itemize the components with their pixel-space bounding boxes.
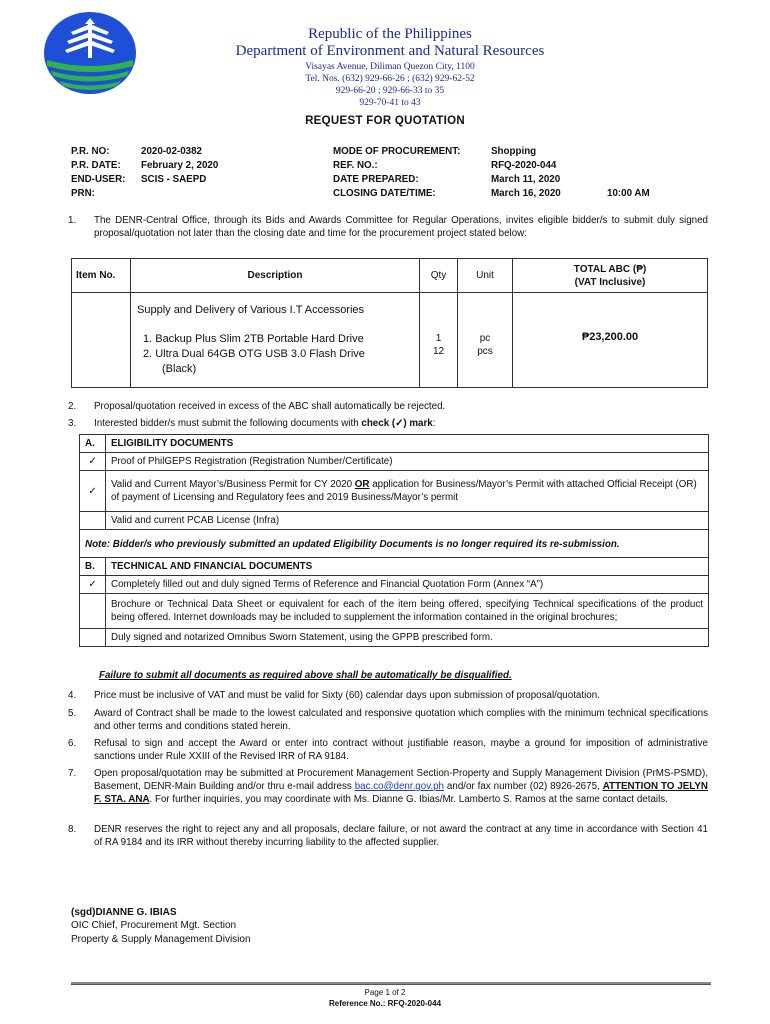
- table-row: [80, 594, 709, 629]
- section-letter: B.: [80, 558, 106, 576]
- instruction-text: Price must be inclusive of VAT and must be valid for Sixty (60) calendar days upon submission of proposal/quotation.: [94, 690, 600, 701]
- footer-divider: [71, 982, 711, 985]
- qty-2: 12: [432, 346, 445, 357]
- instruction-7: [68, 767, 708, 806]
- signatory-title-2: Property & Supply Management Division: [71, 934, 251, 945]
- project-name: Supply and Delivery of Various I.T Accessories: [137, 304, 365, 316]
- column-qty: Qty: [420, 259, 458, 293]
- document-requirement: Valid and current PCAB License (Infra): [106, 512, 709, 530]
- instruction-number: 4.: [68, 690, 77, 701]
- pr-date-value: February 2, 2020: [141, 160, 219, 171]
- instruction-text: Open proposal/quotation may be submitted at Procurement Management Section-Property and Supply Management Division (PrMS-PSMD), Basement, DENR-Main Building and/or thru e-mail address: [94, 768, 708, 792]
- pr-no-label: P.R. NO:: [71, 146, 110, 157]
- instruction-number: 5.: [68, 708, 77, 719]
- failure-notice: Failure to submit all documents as required above shall be automatically be disqualified.: [99, 670, 512, 681]
- table-row: [80, 471, 709, 512]
- footer-reference: Reference No.: RFQ-2020-044: [328, 999, 442, 1008]
- abc-heading: TOTAL ABC (₱): [573, 263, 647, 275]
- instruction-text: Refusal to sign and accept the Award or enter into contract without justifiable reason, maybe a ground for imposition of administrative sanctions under Rule XXIII of the Revised IRR of RA 9184.: [94, 738, 708, 762]
- ref-value: RFQ-2020-044: [491, 160, 557, 171]
- section-title: TECHNICAL AND FINANCIAL DOCUMENTS: [106, 558, 709, 576]
- column-unit: Unit: [458, 259, 513, 293]
- meta-labels-left: [71, 145, 125, 201]
- ref-label: REF. NO.:: [333, 160, 378, 171]
- instruction-number: 8.: [68, 824, 77, 835]
- bac-email-link[interactable]: bac.co@denr.gov.ph: [354, 781, 444, 792]
- item-no-cell: [72, 293, 131, 388]
- closing-label: CLOSING DATE/TIME:: [333, 188, 436, 199]
- abc-subheading: (VAT Inclusive): [574, 276, 646, 288]
- items-table: [71, 258, 708, 388]
- unit-2: pcs: [477, 346, 493, 357]
- check-icon: ✓: [80, 453, 106, 471]
- check-cell-empty: [80, 512, 106, 530]
- section-a-header: [80, 435, 709, 453]
- instruction-number: 7.: [68, 768, 77, 779]
- instruction-text: Award of Contract shall be made to the lowest calculated and responsive quotation which complies with the minimum technical specifications and other terms and conditions stated herein.: [94, 708, 708, 732]
- column-description: Description: [131, 259, 420, 293]
- instruction-2: [68, 400, 708, 413]
- section-letter: A.: [80, 435, 106, 453]
- section-title: ELIGIBILITY DOCUMENTS: [106, 435, 709, 453]
- check-mark-phrase: check (✓) mark: [361, 418, 433, 429]
- check-icon: ✓: [80, 471, 106, 512]
- document-requirement: Proof of PhilGEPS Registration (Registration Number/Certificate): [106, 453, 709, 471]
- section-b-header: [80, 558, 709, 576]
- note-row: [80, 530, 709, 558]
- signatory-title-1: OIC Chief, Procurement Mgt. Section: [71, 920, 237, 931]
- unit-cell: [458, 293, 513, 388]
- item-line-1: 1. Backup Plus Slim 2TB Portable Hard Drive: [143, 333, 364, 345]
- requirement-text: Valid and Current Mayor’s/Business Permit for CY 2020: [111, 479, 355, 490]
- document-requirement: Duly signed and notarized Omnibus Sworn Statement, using the GPPB prescribed form.: [106, 629, 709, 647]
- instruction-text: Interested bidder/s must submit the following documents with: [94, 418, 362, 429]
- table-row: [72, 293, 708, 388]
- attention-contact: ATTENTION TO JELYN F. STA. ANA: [94, 781, 708, 805]
- end-user-value: SCIS - SAEPD: [141, 174, 207, 185]
- document-requirement: [106, 471, 709, 512]
- eligibility-note: Note: Bidder/s who previously submitted an updated Eligibility Documents is no longer required its re-submission.: [80, 530, 709, 558]
- check-cell-empty: [80, 594, 106, 629]
- item-line-2-detail: (Black): [162, 363, 197, 375]
- check-icon: ✓: [80, 576, 106, 594]
- meta-labels-right: [333, 145, 460, 201]
- republic-heading: Republic of the Philippines: [308, 26, 472, 42]
- documents-table: [79, 434, 709, 647]
- instruction-5: [68, 707, 708, 733]
- instruction-number: 2.: [68, 401, 77, 412]
- table-row: [80, 576, 709, 594]
- instruction-3: [68, 417, 708, 430]
- instruction-text: DENR reserves the right to reject any and all proposals, declare failure, or not award the contract at any time in accordance with Section 41 of RA 9184 and its IRR without thereby incurring liability to the affected supplier.: [94, 824, 708, 848]
- page-number: Page 1 of 2: [364, 988, 406, 997]
- prn-label: PRN:: [71, 188, 95, 199]
- or-emphasis: OR: [354, 479, 370, 490]
- mode-value: Shopping: [491, 146, 537, 157]
- instruction-1: [68, 214, 708, 240]
- table-row: [80, 512, 709, 530]
- instruction-text-end: . For further inquiries, you may coordinate with Ms. Dianne G. Ibias/Mr. Lamberto S. Ramos at the same contact details.: [149, 794, 668, 805]
- document-title: REQUEST FOR QUOTATION: [305, 115, 465, 127]
- instruction-text: The DENR-Central Office, through its Bids and Awards Committee for Regular Operations, invites eligible bidder/s to submit duly signed proposal/quotation not later than the closing date and time for the procurement project stated below:: [94, 215, 708, 239]
- item-line-2: 2. Ultra Dual 64GB OTG USB 3.0 Flash Drive: [143, 348, 365, 360]
- meta-values-right: [491, 145, 561, 201]
- instruction-text-end: :: [432, 418, 436, 429]
- qty-cell: [420, 293, 458, 388]
- closing-time-value: 10:00 AM: [607, 188, 650, 199]
- instruction-4: [68, 689, 708, 702]
- mode-label: MODE OF PROCUREMENT:: [333, 146, 461, 157]
- column-item-no: Item No.: [72, 259, 131, 293]
- qty-1: 1: [435, 333, 442, 344]
- check-cell-empty: [80, 629, 106, 647]
- description-cell: [131, 293, 420, 388]
- instruction-6: [68, 737, 708, 763]
- denr-logo: [41, 10, 139, 96]
- instruction-number: 1.: [68, 215, 77, 226]
- instruction-8: [68, 823, 708, 849]
- signatory-name: (sgd)DIANNE G. IBIAS: [71, 907, 177, 918]
- instruction-text-fax: and/or fax number (02) 8926-2675,: [444, 781, 603, 792]
- telephone-line-2: 929-66-20 ; 929-66-33 to 35: [335, 86, 445, 96]
- instruction-text: Proposal/quotation received in excess of the ABC shall automatically be rejected.: [94, 401, 446, 412]
- telephone-line-3: 929-70-41 to 43: [359, 98, 421, 108]
- instruction-number: 6.: [68, 738, 77, 749]
- column-total-abc: [513, 259, 708, 293]
- table-row: [80, 629, 709, 647]
- abc-value-cell: ₱23,200.00: [513, 293, 708, 388]
- document-requirement: Completely filled out and duly signed Terms of Reference and Financial Quotation Form (Annex “A”): [106, 576, 709, 594]
- date-prepared-value: March 11, 2020: [491, 174, 561, 185]
- telephone-line-1: Tel. Nos. (632) 929-66-26 ; (632) 929-62-52: [305, 74, 475, 84]
- pr-date-label: P.R. DATE:: [71, 160, 121, 171]
- unit-1: pc: [479, 333, 491, 344]
- pr-no-value: 2020-02-0382: [141, 146, 203, 157]
- items-table-header: [72, 259, 708, 293]
- end-user-label: END-USER:: [71, 174, 126, 185]
- table-row: [80, 453, 709, 471]
- document-requirement: Brochure or Technical Data Sheet or equivalent for each of the item being offered, specifying Technical specifications of the product being offered. Internet downloads may be included to supplement the information contained in the original brochures;: [106, 594, 709, 629]
- requirement-text-cont: application for Business/Mayor’s Permit with attached Official Receipt (OR) of payment of Licensing and Regulatory fees and 2019 Business/Mayor’s permit: [111, 479, 697, 503]
- office-address: Visayas Avenue, Diliman Quezon City, 1100: [305, 62, 475, 72]
- department-heading: Department of Environment and Natural Resources: [235, 43, 545, 59]
- instruction-number: 3.: [68, 418, 77, 429]
- meta-values-left: [141, 145, 218, 187]
- closing-date-value: March 16, 2020: [491, 188, 561, 199]
- date-prepared-label: DATE PREPARED:: [333, 174, 419, 185]
